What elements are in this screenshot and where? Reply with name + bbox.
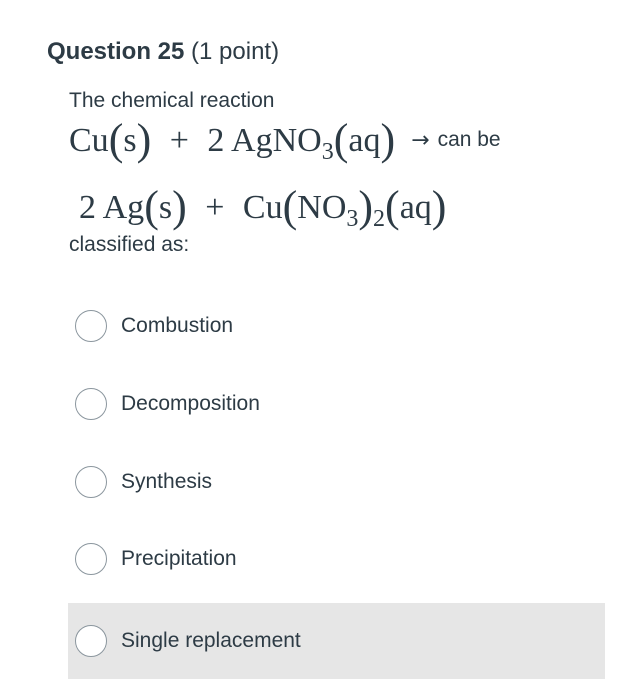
eq-paren: ( <box>282 182 298 231</box>
eq-paren: ) <box>136 115 152 164</box>
radio-button[interactable] <box>75 466 107 498</box>
eq-coefficient: 2 <box>79 189 96 226</box>
eq-product2-inner-subscript: 3 <box>346 206 359 232</box>
eq-reactant1: Cu <box>69 122 109 159</box>
eq-trailing-text: can be <box>437 128 501 151</box>
eq-reactant2-state: aq <box>348 122 381 159</box>
question-points: (1 point) <box>191 38 280 65</box>
question-number: Question 25 <box>47 38 185 65</box>
eq-paren: ) <box>431 182 447 231</box>
eq-reactant2: AgNO <box>231 122 322 159</box>
eq-product2-state: aq <box>399 189 432 226</box>
radio-button[interactable] <box>75 625 107 657</box>
eq-paren: ) <box>358 182 374 231</box>
answer-option-label: Single replacement <box>121 629 301 652</box>
eq-reactant2-subscript: 3 <box>321 139 334 165</box>
question-intro-text: The chemical reaction <box>69 89 275 112</box>
eq-paren: ( <box>333 115 349 164</box>
eq-product2: Cu <box>242 189 283 226</box>
eq-paren: ( <box>144 182 159 231</box>
eq-coefficient: 2 <box>207 122 225 159</box>
answer-option-decomposition[interactable] <box>68 366 605 442</box>
radio-button[interactable] <box>75 543 107 575</box>
answer-option-combustion[interactable] <box>68 288 605 364</box>
eq-product2-outer-subscript: 2 <box>373 206 386 232</box>
eq-product1-state: s <box>158 189 173 226</box>
answer-option-synthesis[interactable] <box>68 444 605 520</box>
eq-reactant1-state: s <box>123 122 137 159</box>
answer-option-label: Synthesis <box>121 470 213 493</box>
answer-option-label: Decomposition <box>121 392 260 415</box>
eq-paren: ( <box>385 182 400 231</box>
eq-plus: + <box>169 122 189 159</box>
eq-plus: + <box>205 189 225 226</box>
equation-line-1 <box>69 116 501 176</box>
radio-button[interactable] <box>75 310 107 342</box>
eq-paren: ) <box>172 182 187 231</box>
question-suffix-text: classified as: <box>69 233 190 256</box>
question-title <box>47 38 279 66</box>
answer-option-precipitation[interactable] <box>68 521 605 597</box>
reaction-arrow-icon: → <box>411 128 430 153</box>
eq-product2-inner: NO <box>297 189 347 226</box>
eq-paren: ) <box>380 115 396 164</box>
answer-option-label: Combustion <box>121 314 234 337</box>
answer-option-label: Precipitation <box>121 547 237 570</box>
radio-button[interactable] <box>75 388 107 420</box>
eq-paren: ( <box>108 115 124 164</box>
answer-option-single-replacement[interactable] <box>68 603 605 679</box>
eq-product1: Ag <box>102 189 145 226</box>
